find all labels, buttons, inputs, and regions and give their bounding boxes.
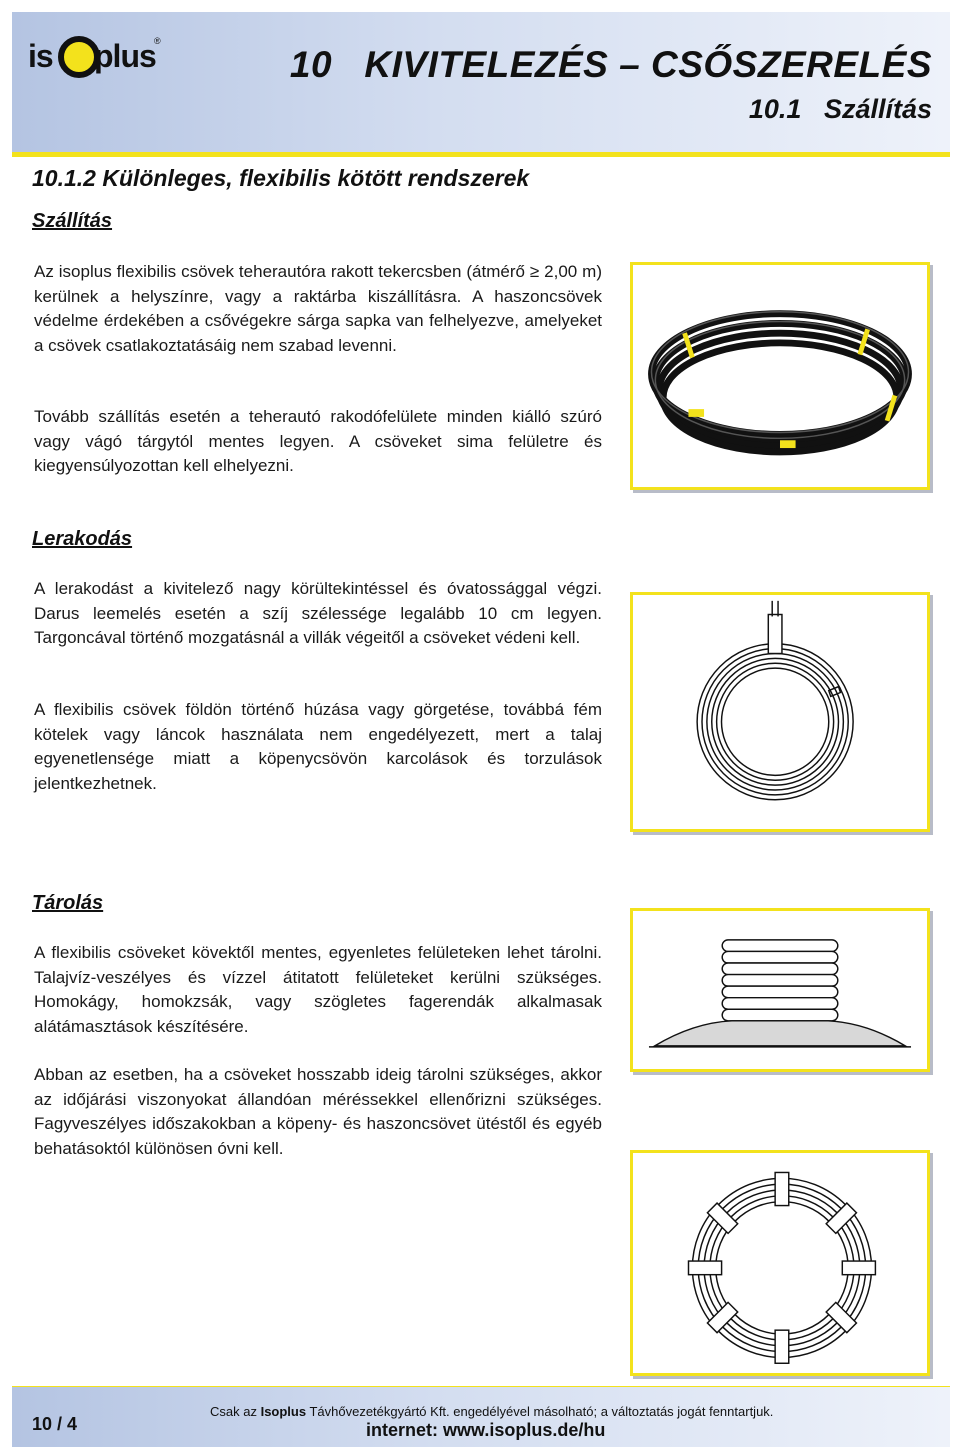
lifted-coil-drawing-icon xyxy=(633,595,927,829)
heading-szallitas: Szállítás xyxy=(32,210,113,232)
paragraph-tarolas-2: Abban az esetben, ha a csöveket hosszabb ideig tárolni szükséges, akkor az időjárási viszonyokat állandóan méréssekkel ellenőrizni szükséges. Fagyveszélyes időszakokban a köpeny- és haszoncsövet ütéstől és egyéb behatásoktól különösen óvni kell. xyxy=(34,1065,602,1158)
chapter-title: 10 KIVITELEZÉS – CSŐSZERELÉS xyxy=(289,44,932,85)
logo-text-left: is xyxy=(28,38,53,74)
paragraph-szallitas-2: Tovább szállítás esetén a teherautó rakodófelülete minden kiálló szúró vagy vágó tárgytól mentes legyen. A csöveket sima felületre és kiegyensúlyozottan kell elhelyezni. xyxy=(34,407,602,475)
paragraph-szallitas-1: Az isoplus flexibilis csövek teherautóra rakott tekercsben (átmérő ≥ 2,00 m) kerülnek a helyszínre, vagy a raktárba kiszállításra. A haszoncsövek védelme érdekében a csővégekre sárga sapka van felhelyezve, amelyeket a csövek csatlakoztatásáig nem szabad levenni. xyxy=(34,262,602,355)
copyright-prefix: Csak az xyxy=(210,1404,261,1419)
website-link[interactable]: internet: www.isoplus.de/hu xyxy=(366,1420,606,1440)
lifted-coil-drawing xyxy=(630,592,930,832)
copyright-brand: Isoplus xyxy=(260,1404,307,1419)
page-number: 10 / 4 xyxy=(32,1414,78,1434)
paragraph-tarolas-1: A flexibilis csöveket kövektől mentes, egyenletes felületeken lehet tárolni. Talajvíz-veszélyes és vízzel átitatott felületeket kerülni szükséges. Homokágy, homokzsák, vagy szögletes fagerendák alkalmasak alátámasztások készítésére. xyxy=(34,943,602,1036)
pipe-coil-photo xyxy=(630,262,930,490)
section-heading: 10.1.2 Különleges, flexibilis kötött rendszerek xyxy=(32,165,530,191)
pipe-coil-photo-icon xyxy=(633,265,927,487)
chapter-subtitle: 10.1 Szállítás xyxy=(748,94,932,124)
stacked-coil-on-sand-bed-drawing xyxy=(630,908,930,1072)
heading-lerakodas: Lerakodás xyxy=(32,528,133,550)
logo-registered-mark: ® xyxy=(154,36,161,46)
stacked-coil-drawing-icon xyxy=(633,911,927,1069)
heading-tarolas: Tárolás xyxy=(32,892,104,914)
header-divider xyxy=(12,152,950,157)
copyright-notice xyxy=(210,1404,773,1419)
isoplus-logo xyxy=(28,28,168,92)
copyright-suffix: Távhővezetékgyártó Kft. engedélyével másolható; a változtatás jogát fenntartjuk. xyxy=(306,1404,774,1419)
paragraph-lerakodas-2: A flexibilis csövek földön történő húzása vagy görgetése, továbbá fém kötelek vagy láncok használata nem engedélyezett, mert a talaj egyenetlensége miatt a köpenycsövön karcolások és torzulások jelentkezhetnek. xyxy=(34,700,602,793)
bound-coil-drawing xyxy=(630,1150,930,1376)
logo-text-right: plus xyxy=(94,38,156,74)
paragraph-lerakodas-1: A lerakodást a kivitelező nagy körültekintéssel és óvatossággal végzi. Darus leemelés esetén a szíj szélessége legalább 10 cm legyen. Targoncával történő mozgatásnál a villák végeitől a csöveket védeni kell. xyxy=(34,579,602,647)
bound-coil-drawing-icon xyxy=(633,1153,927,1373)
